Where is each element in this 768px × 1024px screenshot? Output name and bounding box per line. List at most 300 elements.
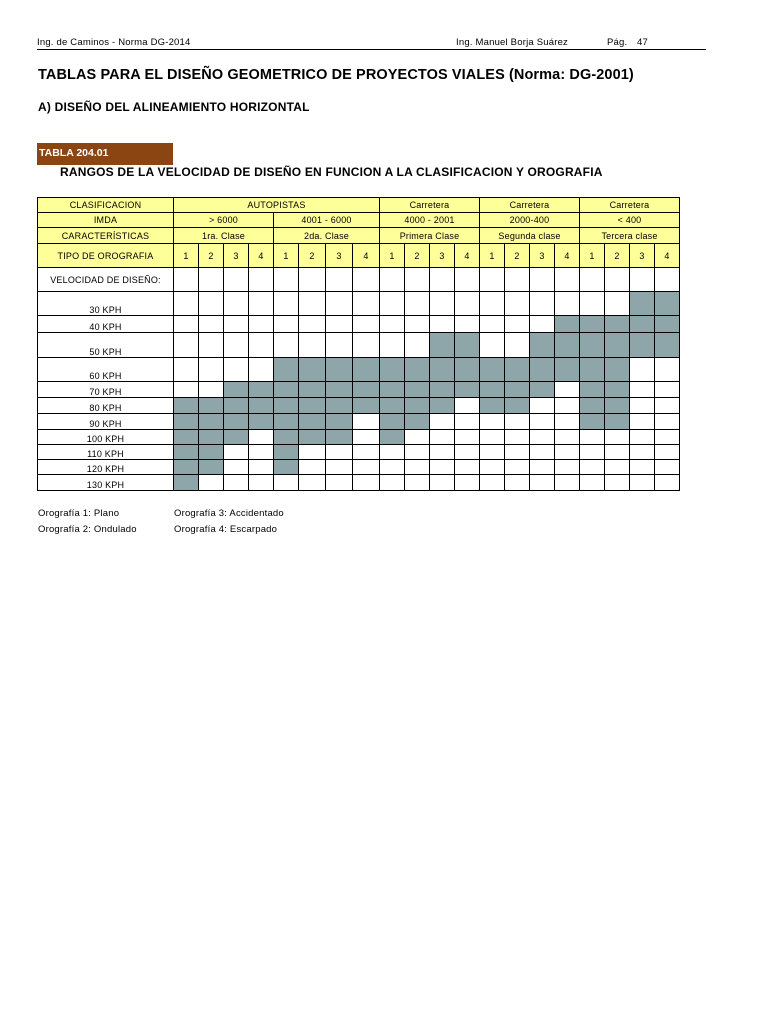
orografia-type-cell: 2 — [505, 244, 530, 268]
speed-range-cell-applicable — [630, 316, 655, 333]
speed-label: 100 KPH — [38, 430, 174, 445]
speed-range-cell-empty — [224, 316, 249, 333]
speed-range-cell-empty — [630, 430, 655, 445]
speed-range-cell-empty — [455, 414, 480, 430]
speed-row — [38, 333, 680, 358]
speed-range-cell-applicable — [605, 333, 630, 358]
speed-range-cell-applicable — [405, 358, 430, 382]
speed-range-cell-applicable — [505, 358, 530, 382]
header-document-ref: Ing. de Caminos - Norma DG-2014 — [37, 37, 191, 48]
speed-range-cell-applicable — [430, 333, 455, 358]
speed-range-cell-empty — [430, 445, 455, 460]
speed-range-cell-applicable — [224, 430, 249, 445]
speed-range-cell-empty — [299, 316, 326, 333]
legend-orografia-1: Orografía 1: Plano — [38, 508, 120, 519]
speed-range-cell-empty — [630, 382, 655, 398]
speed-range-cell-empty — [174, 333, 199, 358]
speed-range-cell-empty — [174, 292, 199, 316]
speed-range-cell-applicable — [480, 398, 505, 414]
speed-label: 110 KPH — [38, 445, 174, 460]
speed-range-cell-empty — [580, 475, 605, 491]
orografia-type-cell: 4 — [655, 244, 680, 268]
speed-range-cell-empty — [655, 430, 680, 445]
speed-range-cell-empty — [655, 475, 680, 491]
speed-range-cell-applicable — [430, 398, 455, 414]
speed-range-cell-empty — [555, 414, 580, 430]
orografia-type-cell: 4 — [555, 244, 580, 268]
speed-label: 130 KPH — [38, 475, 174, 491]
speed-range-cell-empty — [480, 333, 505, 358]
speed-range-cell-empty — [555, 292, 580, 316]
speed-range-cell-applicable — [199, 398, 224, 414]
orografia-type-cell: 1 — [274, 244, 299, 268]
orografia-type-cell: 3 — [224, 244, 249, 268]
speed-range-cell-applicable — [274, 460, 299, 475]
speed-range-cell-applicable — [480, 358, 505, 382]
speed-range-cell-applicable — [199, 445, 224, 460]
speed-range-cell-applicable — [580, 316, 605, 333]
speed-range-cell-applicable — [380, 398, 405, 414]
row-header-orografia: TIPO DE OROGRAFIA — [38, 244, 174, 268]
row-orografia — [38, 244, 680, 268]
speed-range-cell-empty — [380, 316, 405, 333]
speed-range-cell-empty — [380, 460, 405, 475]
speed-range-cell-empty — [299, 333, 326, 358]
speed-range-cell-empty — [630, 358, 655, 382]
speed-range-cell-empty — [555, 475, 580, 491]
speed-range-cell-empty — [430, 292, 455, 316]
speed-range-cell-applicable — [505, 382, 530, 398]
speed-range-cell-empty — [405, 316, 430, 333]
speed-range-cell-empty — [353, 316, 380, 333]
speed-range-cell-empty — [274, 333, 299, 358]
speed-range-cell-applicable — [274, 398, 299, 414]
imda-cell: 4001 - 6000 — [274, 213, 380, 228]
speed-range-table — [37, 197, 680, 491]
speed-range-cell-empty — [655, 398, 680, 414]
speed-range-cell-applicable — [249, 414, 274, 430]
section-heading: A) DISEÑO DEL ALINEAMIENTO HORIZONTAL — [38, 100, 310, 114]
speed-range-cell-applicable — [174, 460, 199, 475]
speed-range-cell-empty — [199, 475, 224, 491]
speed-range-cell-empty — [505, 333, 530, 358]
speed-range-cell-empty — [655, 382, 680, 398]
speed-range-cell-empty — [480, 460, 505, 475]
speed-range-cell-empty — [405, 445, 430, 460]
speed-range-cell-applicable — [353, 358, 380, 382]
speed-range-cell-applicable — [174, 414, 199, 430]
speed-range-cell-applicable — [299, 430, 326, 445]
speed-row — [38, 292, 680, 316]
speed-range-cell-applicable — [630, 333, 655, 358]
speed-range-cell-applicable — [580, 333, 605, 358]
speed-range-cell-applicable — [174, 475, 199, 491]
orografia-type-cell: 3 — [430, 244, 455, 268]
speed-range-cell-applicable — [249, 398, 274, 414]
speed-label: 120 KPH — [38, 460, 174, 475]
speed-range-cell-applicable — [326, 382, 353, 398]
speed-range-cell-applicable — [326, 358, 353, 382]
speed-range-cell-empty — [199, 316, 224, 333]
legend-orografia-3: Orografía 3: Accidentado — [174, 508, 284, 519]
speed-range-cell-applicable — [605, 414, 630, 430]
speed-row — [38, 414, 680, 430]
speed-range-cell-empty — [249, 460, 274, 475]
header-rule — [37, 49, 706, 50]
speed-range-cell-applicable — [380, 358, 405, 382]
speed-range-cell-empty — [430, 430, 455, 445]
speed-range-cell-empty — [224, 333, 249, 358]
speed-range-cell-applicable — [224, 382, 249, 398]
speed-range-cell-empty — [299, 292, 326, 316]
speed-range-cell-empty — [224, 292, 249, 316]
speed-range-cell-applicable — [530, 358, 555, 382]
speed-range-cell-empty — [605, 475, 630, 491]
speed-range-cell-empty — [605, 445, 630, 460]
imda-cell: < 400 — [580, 213, 680, 228]
speed-range-cell-empty — [249, 292, 274, 316]
speed-range-cell-applicable — [555, 316, 580, 333]
speed-range-cell-applicable — [326, 430, 353, 445]
speed-range-cell-empty — [605, 430, 630, 445]
legend-orografia-2: Orografía 2: Ondulado — [38, 524, 137, 535]
speed-range-cell-empty — [480, 475, 505, 491]
row-header-caracteristicas: CARACTERÍSTICAS — [38, 228, 174, 244]
speed-range-cell-empty — [455, 398, 480, 414]
characteristic-cell: 2da. Clase — [274, 228, 380, 244]
page-title: TABLAS PARA EL DISEÑO GEOMETRICO DE PROYECTOS VIALES (Norma: DG-2001) — [38, 67, 634, 83]
speed-range-cell-empty — [326, 292, 353, 316]
speed-range-cell-applicable — [455, 333, 480, 358]
speed-range-cell-applicable — [299, 358, 326, 382]
speed-range-cell-empty — [249, 333, 274, 358]
speed-row — [38, 475, 680, 491]
orografia-type-cell: 1 — [580, 244, 605, 268]
speed-range-cell-empty — [430, 414, 455, 430]
speed-range-cell-applicable — [299, 382, 326, 398]
speed-range-cell-empty — [353, 430, 380, 445]
speed-range-cell-applicable — [530, 333, 555, 358]
speed-range-cell-empty — [353, 460, 380, 475]
speed-range-cell-applicable — [199, 430, 224, 445]
orografia-type-cell: 3 — [630, 244, 655, 268]
speed-range-cell-applicable — [249, 382, 274, 398]
orografia-type-cell: 4 — [249, 244, 274, 268]
speed-range-cell-applicable — [555, 333, 580, 358]
speed-range-cell-empty — [224, 460, 249, 475]
speed-range-cell-applicable — [353, 382, 380, 398]
imda-cell: 2000-400 — [480, 213, 580, 228]
speed-range-cell-empty — [480, 316, 505, 333]
orografia-type-cell: 1 — [480, 244, 505, 268]
speed-range-cell-applicable — [580, 398, 605, 414]
speed-range-cell-empty — [274, 292, 299, 316]
speed-range-cell-empty — [380, 445, 405, 460]
speed-range-cell-empty — [249, 358, 274, 382]
orografia-type-cell: 2 — [605, 244, 630, 268]
speed-range-cell-empty — [380, 292, 405, 316]
speed-range-cell-empty — [555, 445, 580, 460]
speed-label: 50 KPH — [38, 333, 174, 358]
speed-range-cell-empty — [455, 460, 480, 475]
speed-range-cell-empty — [326, 316, 353, 333]
speed-row — [38, 460, 680, 475]
speed-range-cell-empty — [274, 475, 299, 491]
speed-range-cell-empty — [530, 414, 555, 430]
speed-range-cell-applicable — [274, 445, 299, 460]
speed-range-cell-applicable — [455, 358, 480, 382]
speed-range-cell-empty — [224, 358, 249, 382]
speed-range-cell-empty — [530, 430, 555, 445]
speed-range-cell-empty — [224, 445, 249, 460]
speed-range-cell-applicable — [480, 382, 505, 398]
speed-range-cell-empty — [580, 460, 605, 475]
imda-cell: > 6000 — [174, 213, 274, 228]
speed-range-cell-empty — [380, 333, 405, 358]
speed-range-cell-empty — [655, 358, 680, 382]
speed-range-cell-empty — [505, 445, 530, 460]
speed-range-cell-applicable — [430, 358, 455, 382]
legend-orografia-4: Orografía 4: Escarpado — [174, 524, 278, 535]
header-page-number: 47 — [637, 37, 648, 48]
speed-range-cell-empty — [199, 292, 224, 316]
speed-range-cell-empty — [174, 316, 199, 333]
speed-range-cell-empty — [455, 292, 480, 316]
speed-label: 30 KPH — [38, 292, 174, 316]
speed-range-cell-applicable — [430, 382, 455, 398]
speed-range-cell-empty — [580, 445, 605, 460]
speed-range-cell-empty — [326, 475, 353, 491]
speed-range-cell-applicable — [274, 382, 299, 398]
speed-range-cell-empty — [480, 414, 505, 430]
row-header-clasificacion: CLASIFICACION — [38, 198, 174, 213]
row-caracteristicas — [38, 228, 680, 244]
speed-row — [38, 445, 680, 460]
speed-range-cell-empty — [353, 292, 380, 316]
speed-range-cell-empty — [505, 475, 530, 491]
speed-range-cell-applicable — [580, 382, 605, 398]
speed-range-cell-applicable — [405, 382, 430, 398]
speed-range-cell-empty — [480, 292, 505, 316]
speed-range-cell-applicable — [605, 358, 630, 382]
characteristic-cell: 1ra. Clase — [174, 228, 274, 244]
speed-range-cell-applicable — [326, 414, 353, 430]
speed-range-cell-applicable — [555, 358, 580, 382]
speed-label: 40 KPH — [38, 316, 174, 333]
speed-label: 60 KPH — [38, 358, 174, 382]
speed-row — [38, 430, 680, 445]
speed-range-cell-empty — [655, 414, 680, 430]
speed-row — [38, 382, 680, 398]
speed-row — [38, 358, 680, 382]
speed-range-cell-empty — [530, 460, 555, 475]
speed-range-cell-applicable — [505, 398, 530, 414]
orografia-type-cell: 3 — [326, 244, 353, 268]
class-autopistas: AUTOPISTAS — [174, 198, 380, 213]
speed-range-cell-empty — [530, 445, 555, 460]
speed-range-cell-empty — [405, 460, 430, 475]
speed-range-cell-empty — [224, 475, 249, 491]
table-number-tag: TABLA 204.01 — [37, 143, 173, 165]
speed-range-cell-applicable — [199, 414, 224, 430]
speed-range-cell-applicable — [405, 414, 430, 430]
speed-range-cell-empty — [249, 445, 274, 460]
speed-range-cell-empty — [274, 316, 299, 333]
speed-range-cell-empty — [326, 445, 353, 460]
orografia-type-cell: 2 — [299, 244, 326, 268]
speed-row — [38, 316, 680, 333]
characteristic-cell: Primera Clase — [380, 228, 480, 244]
speed-range-cell-empty — [655, 445, 680, 460]
speed-range-cell-empty — [174, 382, 199, 398]
speed-range-cell-applicable — [199, 460, 224, 475]
speed-range-cell-empty — [405, 430, 430, 445]
speed-range-cell-empty — [353, 414, 380, 430]
speed-range-cell-empty — [505, 460, 530, 475]
speed-range-cell-applicable — [380, 430, 405, 445]
speed-range-cell-empty — [405, 333, 430, 358]
orografia-type-cell: 1 — [380, 244, 405, 268]
speed-range-cell-empty — [530, 316, 555, 333]
speed-range-cell-applicable — [299, 398, 326, 414]
speed-range-cell-empty — [630, 475, 655, 491]
speed-range-cell-empty — [505, 414, 530, 430]
speed-range-cell-applicable — [174, 445, 199, 460]
table-title: RANGOS DE LA VELOCIDAD DE DISEÑO EN FUNCION A LA CLASIFICACION Y OROGRAFIA — [60, 165, 603, 179]
speed-range-cell-empty — [655, 460, 680, 475]
speed-range-cell-empty — [249, 430, 274, 445]
class-carretera-1: Carretera — [380, 198, 480, 213]
speed-label: 90 KPH — [38, 414, 174, 430]
speed-range-cell-applicable — [580, 358, 605, 382]
speed-range-cell-empty — [605, 460, 630, 475]
orografia-type-cell: 1 — [174, 244, 199, 268]
speed-range-cell-applicable — [605, 382, 630, 398]
characteristic-cell: Tercera clase — [580, 228, 680, 244]
speed-range-cell-empty — [455, 475, 480, 491]
speed-range-cell-empty — [430, 316, 455, 333]
speed-range-cell-applicable — [380, 382, 405, 398]
speed-range-cell-empty — [555, 398, 580, 414]
speed-range-cell-empty — [174, 358, 199, 382]
row-header-velocidad: VELOCIDAD DE DISEÑO: — [38, 268, 174, 292]
speed-range-cell-empty — [580, 430, 605, 445]
speed-range-cell-empty — [630, 445, 655, 460]
speed-range-cell-applicable — [353, 398, 380, 414]
class-carretera-3: Carretera — [580, 198, 680, 213]
speed-range-cell-empty — [326, 460, 353, 475]
speed-range-cell-empty — [326, 333, 353, 358]
speed-range-cell-applicable — [174, 430, 199, 445]
speed-range-cell-applicable — [655, 333, 680, 358]
speed-range-cell-applicable — [174, 398, 199, 414]
speed-range-cell-empty — [630, 414, 655, 430]
speed-range-cell-empty — [299, 445, 326, 460]
speed-range-cell-empty — [530, 475, 555, 491]
speed-range-cell-empty — [405, 475, 430, 491]
speed-range-cell-applicable — [224, 398, 249, 414]
speed-range-cell-empty — [480, 430, 505, 445]
speed-range-cell-applicable — [630, 292, 655, 316]
speed-range-cell-empty — [249, 475, 274, 491]
speed-range-cell-empty — [455, 445, 480, 460]
speed-label: 70 KPH — [38, 382, 174, 398]
speed-range-cell-empty — [455, 430, 480, 445]
speed-label: 80 KPH — [38, 398, 174, 414]
speed-range-cell-applicable — [455, 382, 480, 398]
speed-range-cell-applicable — [530, 382, 555, 398]
speed-range-cell-applicable — [655, 292, 680, 316]
speed-range-cell-empty — [199, 333, 224, 358]
speed-range-cell-empty — [199, 382, 224, 398]
row-velocidad-header — [38, 268, 680, 292]
speed-range-cell-empty — [380, 475, 405, 491]
speed-range-cell-applicable — [605, 316, 630, 333]
speed-range-cell-empty — [555, 430, 580, 445]
speed-range-cell-empty — [530, 398, 555, 414]
speed-range-cell-empty — [505, 316, 530, 333]
orografia-type-cell: 2 — [405, 244, 430, 268]
speed-range-cell-empty — [505, 292, 530, 316]
speed-range-cell-applicable — [326, 398, 353, 414]
speed-range-cell-empty — [530, 292, 555, 316]
speed-range-cell-empty — [605, 292, 630, 316]
speed-range-cell-applicable — [224, 414, 249, 430]
class-carretera-2: Carretera — [480, 198, 580, 213]
speed-range-cell-empty — [430, 475, 455, 491]
speed-range-cell-empty — [555, 382, 580, 398]
speed-range-cell-applicable — [655, 316, 680, 333]
speed-range-cell-empty — [480, 445, 505, 460]
orografia-type-cell: 2 — [199, 244, 224, 268]
speed-range-cell-empty — [505, 430, 530, 445]
speed-range-cell-empty — [299, 460, 326, 475]
speed-range-cell-applicable — [580, 414, 605, 430]
speed-range-cell-empty — [630, 460, 655, 475]
row-imda — [38, 213, 680, 228]
speed-range-cell-empty — [353, 475, 380, 491]
speed-range-cell-empty — [405, 292, 430, 316]
speed-row — [38, 398, 680, 414]
orografia-type-cell: 3 — [530, 244, 555, 268]
speed-range-cell-empty — [455, 316, 480, 333]
speed-range-cell-applicable — [299, 414, 326, 430]
header-page-label: Pág. — [607, 37, 628, 48]
row-header-imda: IMDA — [38, 213, 174, 228]
speed-range-cell-applicable — [605, 398, 630, 414]
speed-range-cell-empty — [430, 460, 455, 475]
header-author: Ing. Manuel Borja Suárez — [456, 37, 568, 48]
speed-range-cell-empty — [249, 316, 274, 333]
speed-range-cell-empty — [580, 292, 605, 316]
speed-range-cell-applicable — [274, 430, 299, 445]
row-clasificacion — [38, 198, 680, 213]
orografia-type-cell: 4 — [353, 244, 380, 268]
orografia-type-cell: 4 — [455, 244, 480, 268]
speed-range-cell-empty — [299, 475, 326, 491]
characteristic-cell: Segunda clase — [480, 228, 580, 244]
speed-range-cell-empty — [555, 460, 580, 475]
speed-range-cell-empty — [353, 445, 380, 460]
speed-range-cell-empty — [199, 358, 224, 382]
speed-range-cell-applicable — [405, 398, 430, 414]
speed-range-cell-empty — [630, 398, 655, 414]
imda-cell: 4000 - 2001 — [380, 213, 480, 228]
speed-range-cell-empty — [353, 333, 380, 358]
speed-range-cell-applicable — [380, 414, 405, 430]
speed-range-cell-applicable — [274, 414, 299, 430]
speed-range-cell-applicable — [274, 358, 299, 382]
